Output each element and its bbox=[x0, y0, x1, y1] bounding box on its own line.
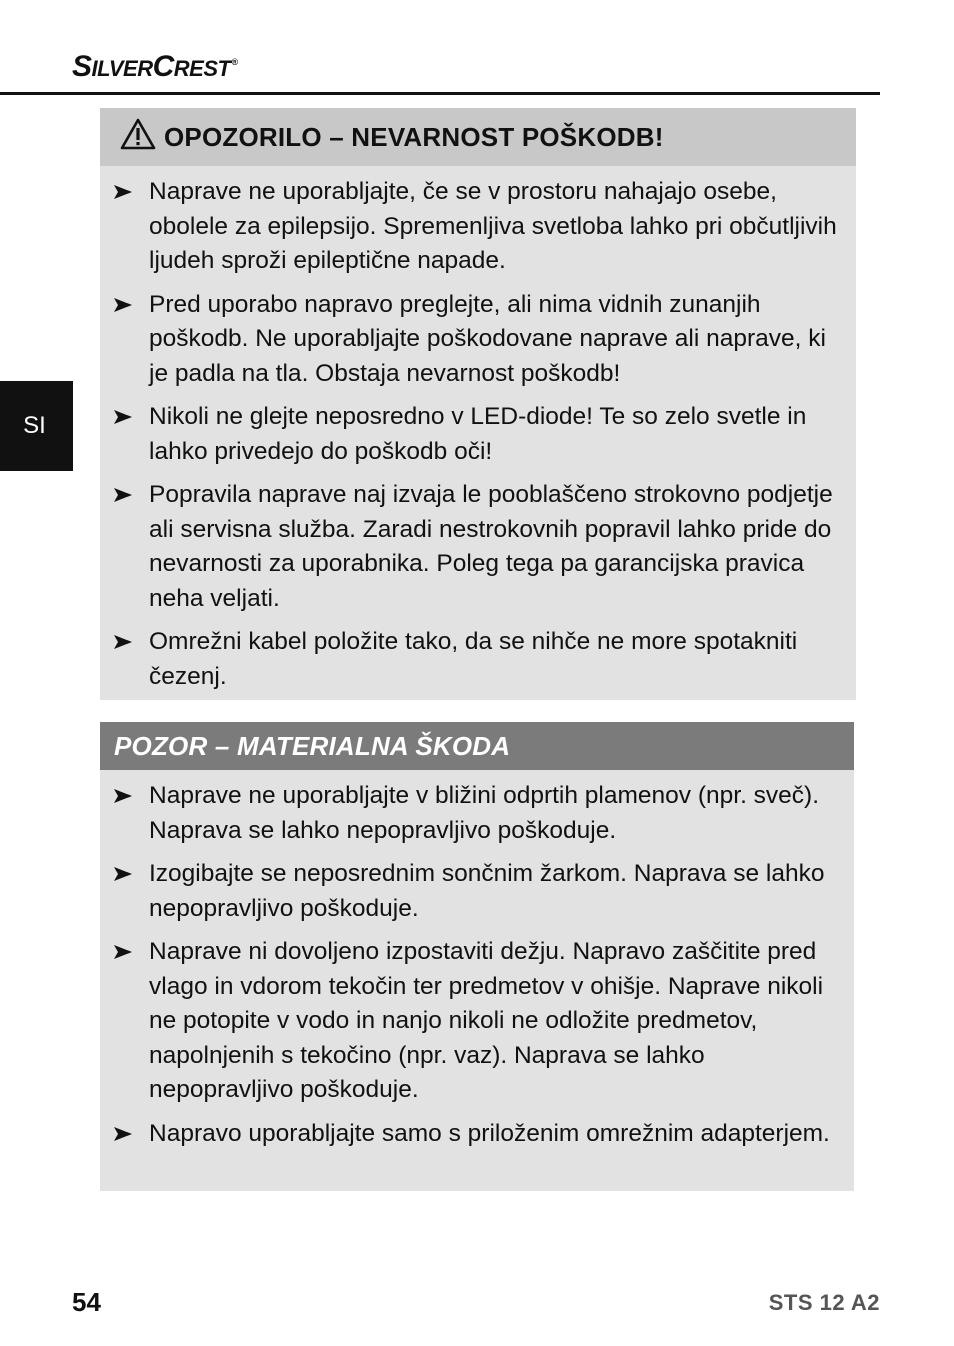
language-code: SI bbox=[23, 412, 46, 439]
list-item-text: Izogibajte se neposrednim sončnim žarkom. Naprava se lahko nepopravljivo poškoduje. bbox=[149, 860, 825, 922]
list-item-text: Popravila naprave naj izvaja le pooblaščeno strokovno podjetje ali servisna služba. Zaradi nestrokovnih popravil lahko pride do nevarnosti za uporabnika. Poleg tega pa garancijska pravica neha veljati. bbox=[149, 481, 833, 612]
list-item bbox=[100, 779, 854, 848]
page-number: 54 bbox=[72, 1287, 101, 1317]
triangle-bullet-icon bbox=[114, 789, 132, 803]
triangle-bullet-icon bbox=[114, 635, 132, 649]
warning-title: OPOZORILO – NEVARNOST POŠKODB! bbox=[164, 121, 664, 152]
list-item bbox=[100, 478, 856, 616]
brand-logo bbox=[72, 50, 238, 84]
triangle-bullet-icon bbox=[114, 945, 132, 959]
warning-list bbox=[100, 166, 856, 694]
list-item bbox=[100, 857, 854, 926]
list-item bbox=[100, 1117, 854, 1152]
list-item-text: Naprave ne uporabljajte, če se v prostoru nahajajo osebe, obolele za epilepsijo. Spremenljiva svetloba lahko pri občutljivih ljudeh sproži epileptične napade. bbox=[149, 178, 837, 274]
triangle-bullet-icon bbox=[114, 410, 132, 424]
list-item-text: Naprave ni dovoljeno izpostaviti dežju. Napravo zaščitite pred vlago in vdorom tekočin ter predmetov v ohišje. Naprave nikoli ne potopite v vodo in nanjo nikoli ne odložite predmetov, napolnjenih s tekočino (npr. vaz). Naprava se lahko nepopravljivo poškoduje. bbox=[149, 938, 824, 1103]
triangle-bullet-icon bbox=[114, 1127, 132, 1141]
caution-title: POZOR – MATERIALNA ŠKODA bbox=[114, 730, 511, 761]
caution-header bbox=[100, 722, 854, 770]
language-tab bbox=[0, 381, 73, 471]
brand-initial-s: S bbox=[72, 50, 92, 83]
list-item-text: Nikoli ne glejte neposredno v LED-diode! Te so zelo svetle in lahko privedejo do poškodb oči! bbox=[149, 403, 807, 465]
warning-header bbox=[100, 108, 856, 166]
list-item-text: Omrežni kabel položite tako, da se nihče ne more spotakniti čezenj. bbox=[149, 628, 798, 690]
list-item-text: Naprave ne uporabljajte v bližini odprtih plamenov (npr. sveč). Naprava se lahko nepopravljivo poškoduje. bbox=[149, 782, 820, 844]
triangle-bullet-icon bbox=[114, 867, 132, 881]
brand-text-ilver: ILVER bbox=[91, 56, 153, 81]
list-item-text: Pred uporabo napravo preglejte, ali nima vidnih zunanjih poškodb. Ne uporabljajte poškodovane naprave ali naprave, ki je padla na tla. Obstaja nevarnost poškodb! bbox=[149, 290, 826, 387]
list-item bbox=[100, 400, 856, 469]
list-item bbox=[100, 935, 854, 1108]
caution-list bbox=[100, 770, 854, 1151]
triangle-bullet-icon bbox=[114, 488, 132, 502]
triangle-bullet-icon bbox=[114, 185, 132, 199]
brand-initial-c: C bbox=[152, 50, 174, 83]
warning-triangle-icon bbox=[120, 118, 156, 150]
brand-text-rest: REST bbox=[173, 56, 231, 81]
warning-box bbox=[100, 108, 856, 700]
registered-mark: ® bbox=[231, 57, 238, 67]
triangle-bullet-icon bbox=[114, 298, 132, 312]
list-item bbox=[100, 288, 856, 392]
list-item bbox=[100, 175, 856, 279]
list-item bbox=[100, 625, 856, 694]
model-number: STS 12 A2 bbox=[768, 1290, 880, 1315]
header-rule bbox=[0, 92, 880, 95]
caution-box bbox=[100, 722, 854, 1191]
list-item-text: Napravo uporabljajte samo s priloženim omrežnim adapterjem. bbox=[149, 1119, 830, 1147]
